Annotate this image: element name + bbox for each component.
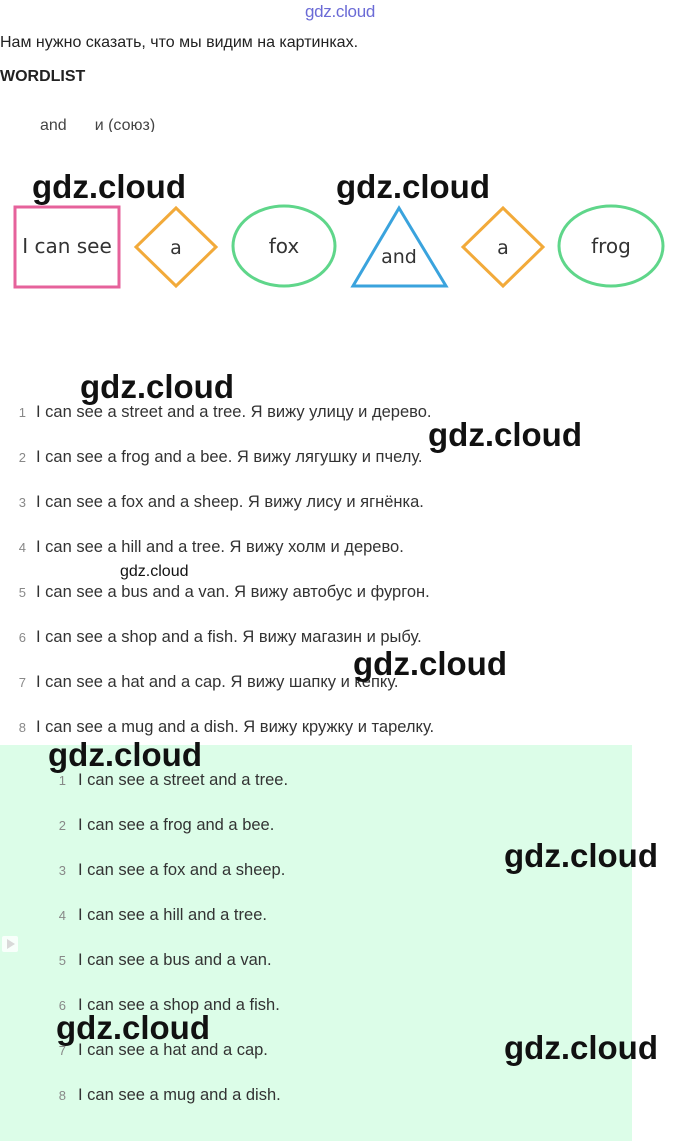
item-text: I can see a hill and a tree. (78, 906, 267, 924)
item-number: 3 (18, 495, 26, 510)
watermark: gdz.cloud (504, 1029, 658, 1066)
item-number: 2 (18, 450, 26, 465)
item-number: 8 (18, 720, 26, 735)
wordlist-entry-en: and (40, 117, 67, 132)
item-text: I can see a street and a tree. (78, 771, 289, 789)
item-number: 8 (58, 1088, 66, 1103)
item-number: 5 (58, 953, 66, 968)
shape-ellipse (233, 206, 335, 286)
watermark: gdz.cloud (428, 416, 582, 453)
item-text: I can see a fox and a sheep. Я вижу лису и ягнёнка. (36, 493, 424, 511)
list-item (0, 538, 680, 583)
item-text: I can see a hat and a cap. (78, 1041, 268, 1059)
shape-ellipse (559, 206, 663, 286)
item-text: I can see a mug and a dish. (78, 1086, 281, 1104)
watermark: gdz.cloud (80, 368, 234, 405)
item-text: I can see a bus and a van. (78, 951, 272, 969)
watermark: gdz.cloud (48, 736, 202, 773)
watermark: gdz.cloud (336, 168, 490, 205)
watermark: gdz.cloud (56, 1009, 210, 1046)
list-item (0, 583, 680, 628)
shape-label: fox (268, 234, 300, 258)
item-number: 1 (18, 405, 26, 420)
item-number: 7 (18, 675, 26, 690)
shape-triangle (353, 208, 446, 286)
wordlist-entry (40, 117, 155, 132)
shape-label: frog (591, 234, 631, 258)
item-text: I can see a hill and a tree. Я вижу холм и дерево. (36, 538, 404, 556)
item-text: I can see a shop and a fish. (78, 996, 280, 1014)
list-item (0, 861, 288, 906)
shape-label: and (381, 246, 417, 268)
item-text: I can see a mug and a dish. Я вижу кружку и тарелку. (36, 718, 435, 736)
list-item (0, 951, 288, 996)
watermark: gdz.cloud (120, 563, 189, 580)
item-number: 3 (58, 863, 66, 878)
wordlist-entry-ru: и (союз) (94, 117, 156, 132)
answer-list (0, 771, 288, 1131)
item-text: I can see a street and a tree. Я вижу улицу и дерево. (36, 403, 432, 421)
shape-label: a (497, 237, 509, 259)
list-item (0, 1086, 288, 1131)
item-text: I can see a bus and a van. Я вижу автобус и фургон. (36, 583, 430, 601)
item-text: I can see a hat and a cap. Я вижу шапку и кепку. (36, 673, 399, 691)
shape-square (15, 207, 119, 287)
item-number: 5 (18, 585, 26, 600)
wordlist-heading: WORDLIST (0, 68, 86, 85)
item-number: 6 (58, 998, 66, 1013)
top-watermark: gdz.cloud (304, 2, 376, 21)
shape-label: I can see (22, 234, 112, 258)
list-item (0, 1041, 288, 1086)
list-item (0, 448, 680, 493)
item-number: 4 (58, 908, 66, 923)
item-text: I can see a fox and a sheep. (78, 861, 286, 879)
shape-label: a (170, 237, 182, 259)
item-number: 2 (58, 818, 66, 833)
list-item (0, 906, 288, 951)
list-item (0, 771, 288, 816)
item-text: I can see a frog and a bee. Я вижу лягушку и пчелу. (36, 448, 423, 466)
sentence-shapes (0, 198, 680, 298)
shape-diamond (136, 208, 216, 286)
watermark: gdz.cloud (32, 168, 186, 205)
item-number: 4 (18, 540, 26, 555)
list-item (0, 493, 680, 538)
list-item (0, 628, 680, 673)
watermark: gdz.cloud (353, 645, 507, 682)
intro-text: Нам нужно сказать, что мы видим на картинках. (0, 34, 359, 51)
item-text: I can see a frog and a bee. (78, 816, 275, 834)
item-number: 6 (18, 630, 26, 645)
watermark: gdz.cloud (504, 837, 658, 874)
shape-diamond (463, 208, 543, 286)
list-item (0, 816, 288, 861)
item-text: I can see a shop and a fish. Я вижу магазин и рыбу. (36, 628, 422, 646)
translation-list (0, 403, 680, 763)
item-number: 7 (58, 1043, 66, 1058)
item-number: 1 (58, 773, 66, 788)
list-item (0, 673, 680, 718)
